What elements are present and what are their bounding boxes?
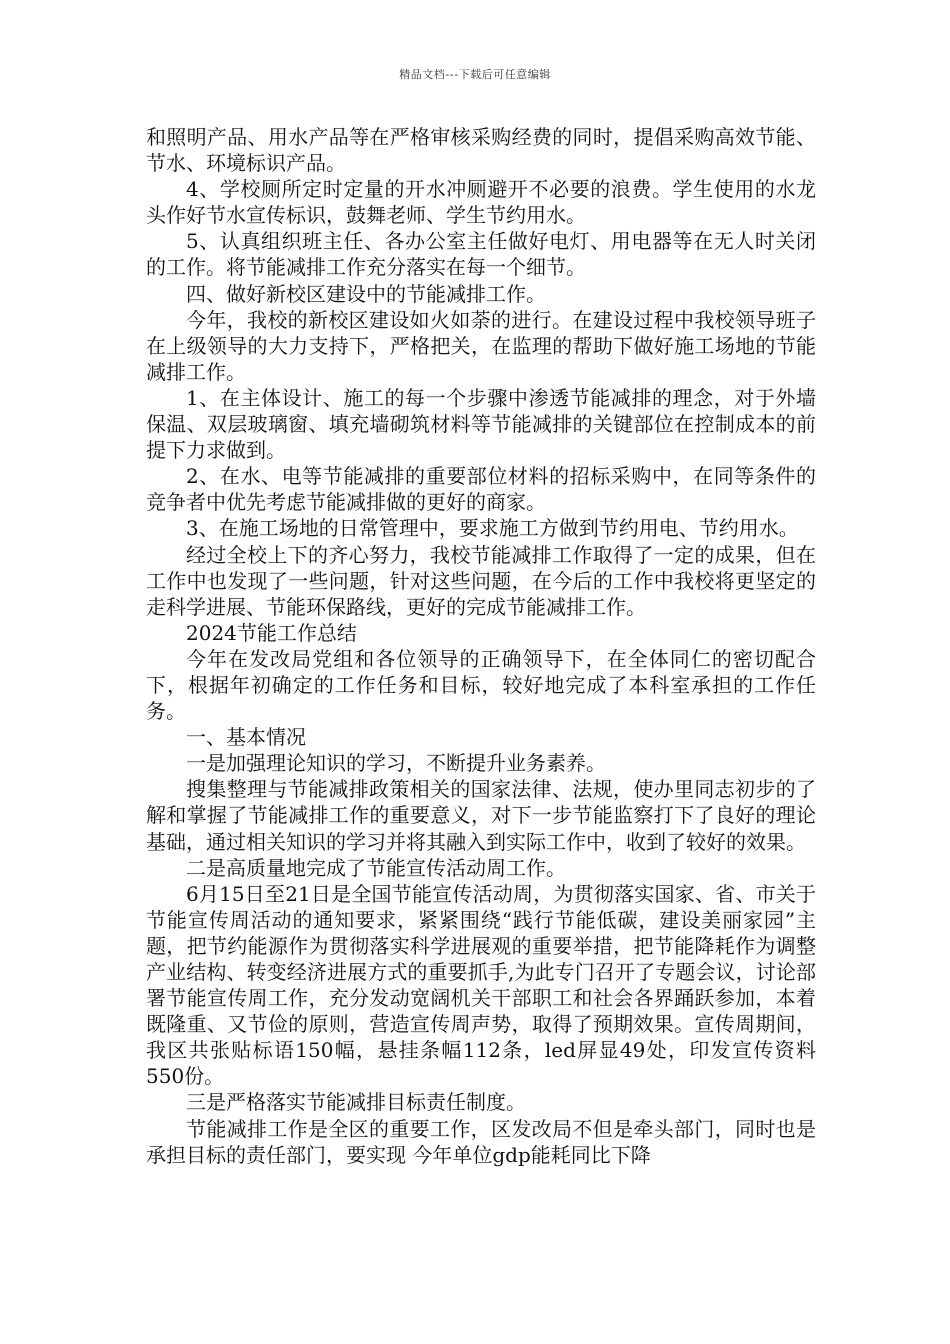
- paragraph: 5、认真组织班主任、各办公室主任做好电灯、用电器等在无人时关闭的工作。将节能减排工作充分落实在每一个细节。: [146, 229, 816, 280]
- section-heading: 一、基本情况: [186, 725, 306, 750]
- paragraph: 今年在发改局党组和各位领导的正确领导下，在全体同仁的密切配合下，根据年初确定的工作任务和目标，较好地完成了本科室承担的工作任务。: [146, 646, 816, 724]
- document-title: 2024节能工作总结: [186, 620, 357, 645]
- subsection-heading: 一是加强理论知识的学习，不断提升业务素养。: [186, 751, 606, 776]
- paragraph: 和照明产品、用水产品等在严格审核采购经费的同时，提倡采购高效节能、节水、环境标识产品。: [146, 125, 816, 176]
- paragraph: 1、在主体设计、施工的每一个步骤中渗透节能减排的理念，对于外墙保温、双层玻璃窗、填充墙砌筑材料等节能减排的关键部位在控制成本的前提下力求做到。: [146, 385, 816, 463]
- paragraph: 3、在施工场地的日常管理中，要求施工方做到节约用电、节约用水。: [186, 516, 799, 541]
- paragraph: 6月15日至21日是全国节能宣传活动周，为贯彻落实国家、省、市关于节能宣传周活动的通知要求，紧紧围绕“践行节能低碳，建设美丽家园”主题，把节约能源作为贯彻落实科学进展观的重要举措，把节能降耗作为调整产业结构、转变经济进展方式的重要抓手,为此专门召开了专题会议，讨论部署节能宣传周工作，充分发动宽阔机关干部职工和社会各界踊跃参加，本着既隆重、又节俭的原则，营造宣传周声势，取得了预期效果。宣传周期间，我区共张贴标语150幅，悬挂条幅112条，led屏显49处，印发宣传资料550份。: [146, 881, 816, 1089]
- document-body: [146, 124, 816, 1168]
- page-header: 精品文档---下载后可任意编辑: [399, 68, 551, 81]
- subsection-heading: 三是严格落实节能减排目标责任制度。: [186, 1090, 526, 1115]
- paragraph: 4、学校厕所定时定量的开水冲厕避开不必要的浪费。学生使用的水龙头作好节水宣传标识，鼓舞老师、学生节约用水。: [146, 177, 816, 228]
- paragraph: 经过全校上下的齐心努力，我校节能减排工作取得了一定的成果，但在工作中也发现了一些问题，针对这些问题，在今后的工作中我校将更坚定的走科学进展、节能环保路线，更好的完成节能减排工作。: [146, 542, 816, 619]
- subsection-heading: 二是高质量地完成了节能宣传活动周工作。: [186, 855, 566, 880]
- paragraph: 搜集整理与节能减排政策相关的国家法律、法规，使办里同志初步的了解和掌握了节能减排工作的重要意义，对下一步节能监察打下了良好的理论基础，通过相关知识的学习并将其融入到实际工作中，收到了较好的效果。: [146, 777, 816, 854]
- paragraph: 今年，我校的新校区建设如火如荼的进行。在建设过程中我校领导班子在上级领导的大力支持下，严格把关，在监理的帮助下做好施工场地的节能减排工作。: [146, 307, 816, 384]
- section-heading: 四、做好新校区建设中的节能减排工作。: [186, 281, 546, 306]
- paragraph: 节能减排工作是全区的重要工作，区发改局不但是牵头部门，同时也是承担目标的责任部门，要实现 今年单位gdp能耗同比下降: [146, 1116, 816, 1167]
- paragraph: 2、在水、电等节能减排的重要部位材料的招标采购中，在同等条件的竞争者中优先考虑节能减排做的更好的商家。: [146, 464, 816, 515]
